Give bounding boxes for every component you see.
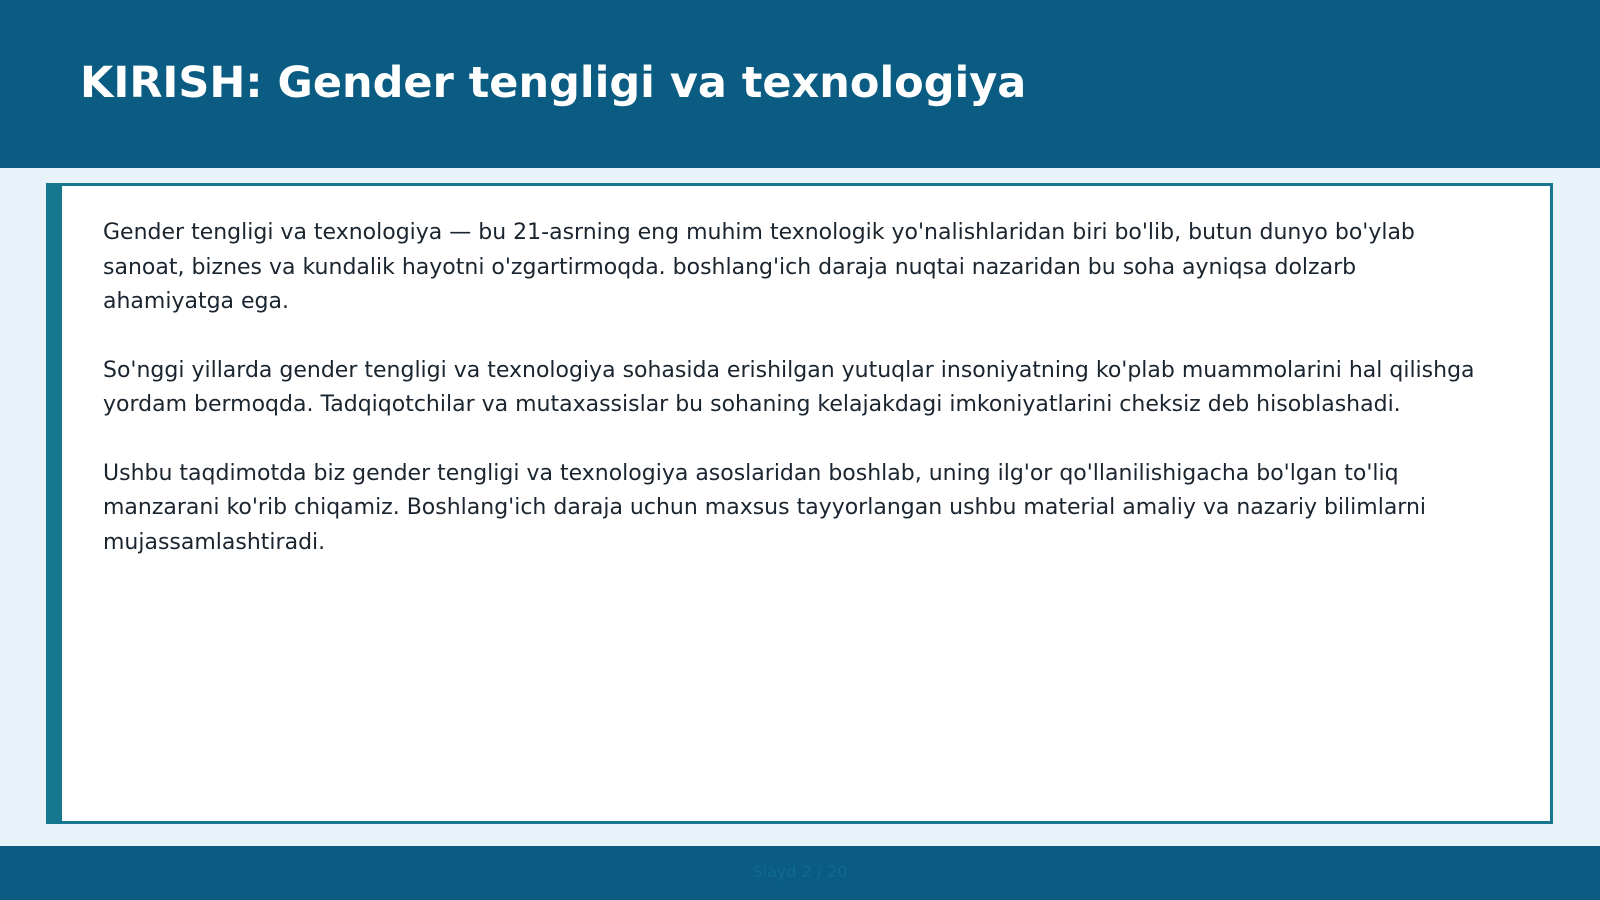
slide-number: Slayd 2 / 20	[752, 862, 848, 881]
slide-footer	[0, 846, 1600, 900]
content-text	[103, 216, 1493, 594]
content-box	[46, 183, 1553, 824]
paragraph-2: So'nggi yillarda gender tengligi va texnologiya sohasida erishilgan yutuqlar insoniyatning ko'plab muammolarini hal qilishga yordam bermoqda. Tadqiqotchilar va mutaxassislar bu sohaning kelajakdagi imkoniyatlarini cheksiz deb hisoblashadi.	[103, 357, 1475, 417]
slide-header	[0, 0, 1600, 168]
paragraph-1: Gender tengligi va texnologiya — bu 21-asrning eng muhim texnologik yo'nalishlaridan biri bo'lib, butun dunyo bo'ylab sanoat, biznes va kundalik hayotni o'zgartirmoqda. boshlang'ich daraja nuqtai nazaridan bu soha ayniqsa dolzarb ahamiyatga ega.	[103, 220, 1415, 314]
slide-title: KIRISH: Gender tengligi va texnologiya	[80, 58, 1027, 108]
paragraph-3: Ushbu taqdimotda biz gender tengligi va texnologiya asoslaridan boshlab, uning ilg'or qo'llanilishigacha bo'lgan to'liq manzarani ko'rib chiqamiz. Boshlang'ich daraja uchun maxsus tayyorlangan ushbu material amaliy va nazariy bilimlarni mujassamlashtiradi.	[103, 460, 1427, 555]
